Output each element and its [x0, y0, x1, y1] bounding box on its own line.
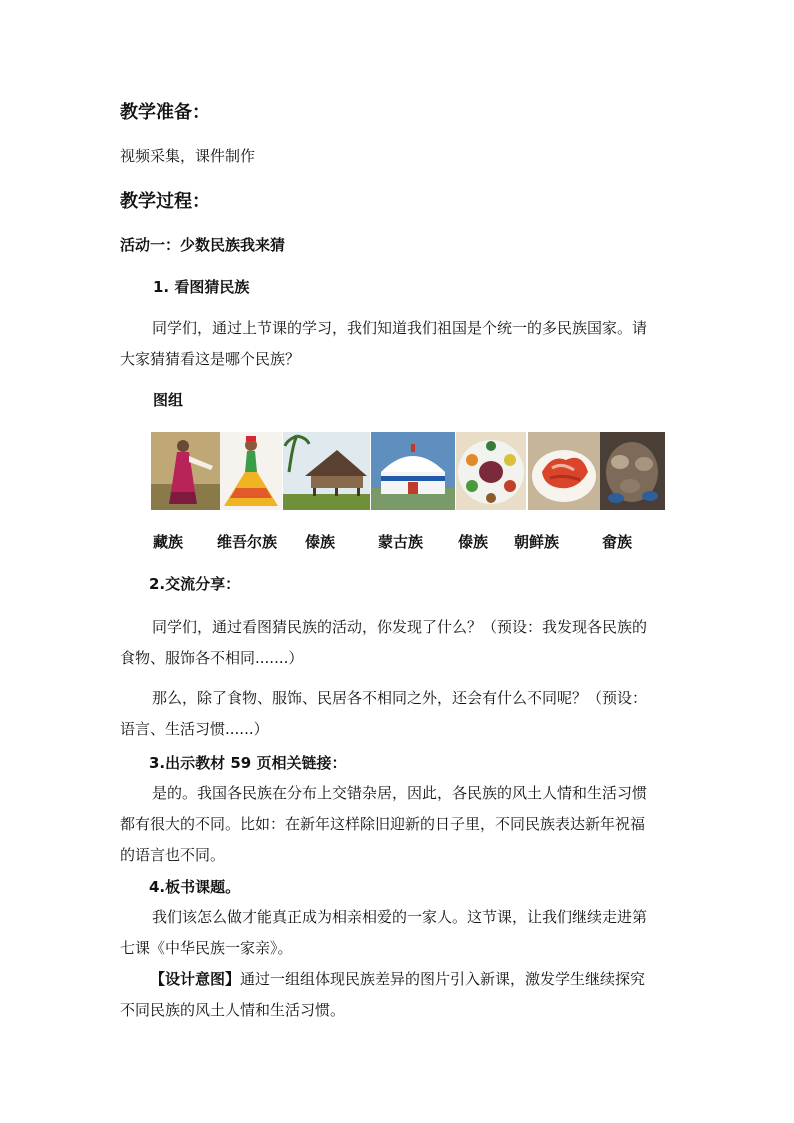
step4-line2: 七课《中华民族一家亲》。 — [120, 939, 293, 957]
step3-line2: 都有很大的不同。比如：在新年这样除旧迎新的日子里，不同民族表达新年祝福 — [120, 815, 646, 833]
step2-para1-line1: 同学们，通过看图猜民族的活动，你发现了什么？（预设：我发现各民族的 — [152, 618, 648, 636]
photo-label-5: 傣族 — [458, 533, 489, 551]
photo-label-1: 藏族 — [153, 533, 184, 551]
step3-line1: 是的。我国各民族在分布上交错杂居，因此，各民族的风土人情和生活习惯 — [152, 784, 648, 802]
korean-kimchi-icon — [528, 432, 600, 510]
dai-stilt-house-icon — [283, 432, 370, 510]
photo-label-6: 朝鲜族 — [514, 533, 560, 551]
step3-title: 3.出示教材 59 页相关链接： — [149, 754, 347, 772]
activity1-title: 活动一：少数民族我来猜 — [120, 236, 286, 254]
step2-para2-line2: 语言、生活习惯......） — [120, 720, 269, 738]
tibetan-dancer-icon — [151, 432, 220, 510]
photo-label-4: 蒙古族 — [378, 533, 424, 551]
prep-text: 视频采集，课件制作 — [120, 147, 256, 165]
photo-label-3: 傣族 — [305, 533, 336, 551]
design-intent-line1 — [150, 968, 645, 989]
prep-heading: 教学准备： — [120, 102, 210, 123]
step1-para-line1: 同学们，通过上节课的学习，我们知道我们祖国是个统一的多民族国家。请 — [152, 319, 648, 337]
design-intent-line2: 不同民族的风土人情和生活习惯。 — [120, 1001, 346, 1019]
step4-title: 4.板书课题。 — [149, 878, 241, 896]
step3-line3: 的语言也不同。 — [120, 846, 226, 864]
she-dishes-icon — [600, 432, 665, 510]
dai-food-platter-icon — [456, 432, 526, 510]
step4-line1: 我们该怎么做才能真正成为相亲相爱的一家人。这节课，让我们继续走进第 — [152, 908, 648, 926]
group-label: 图组 — [153, 391, 184, 409]
process-heading: 教学过程： — [120, 191, 210, 212]
uyghur-dancer-icon — [220, 432, 282, 510]
step2-title: 2.交流分享： — [149, 575, 241, 593]
photo-label-2: 维吾尔族 — [217, 533, 278, 551]
design-intent-text: 通过一组组体现民族差异的图片引入新课，激发学生继续探究 — [240, 970, 646, 988]
step2-para1-line2: 食物、服饰各不相同.......） — [120, 649, 304, 667]
step1-para-line2: 大家猜猜看这是哪个民族？ — [120, 350, 301, 368]
step1-title: 1. 看图猜民族 — [153, 278, 250, 296]
design-intent-tag: 【设计意图】 — [150, 970, 241, 988]
mongolian-yurt-icon — [371, 432, 455, 510]
step2-para2-line1: 那么，除了食物、服饰、民居各不相同之外，还会有什么不同呢？（预设： — [152, 689, 648, 707]
photo-label-7: 畲族 — [602, 533, 633, 551]
